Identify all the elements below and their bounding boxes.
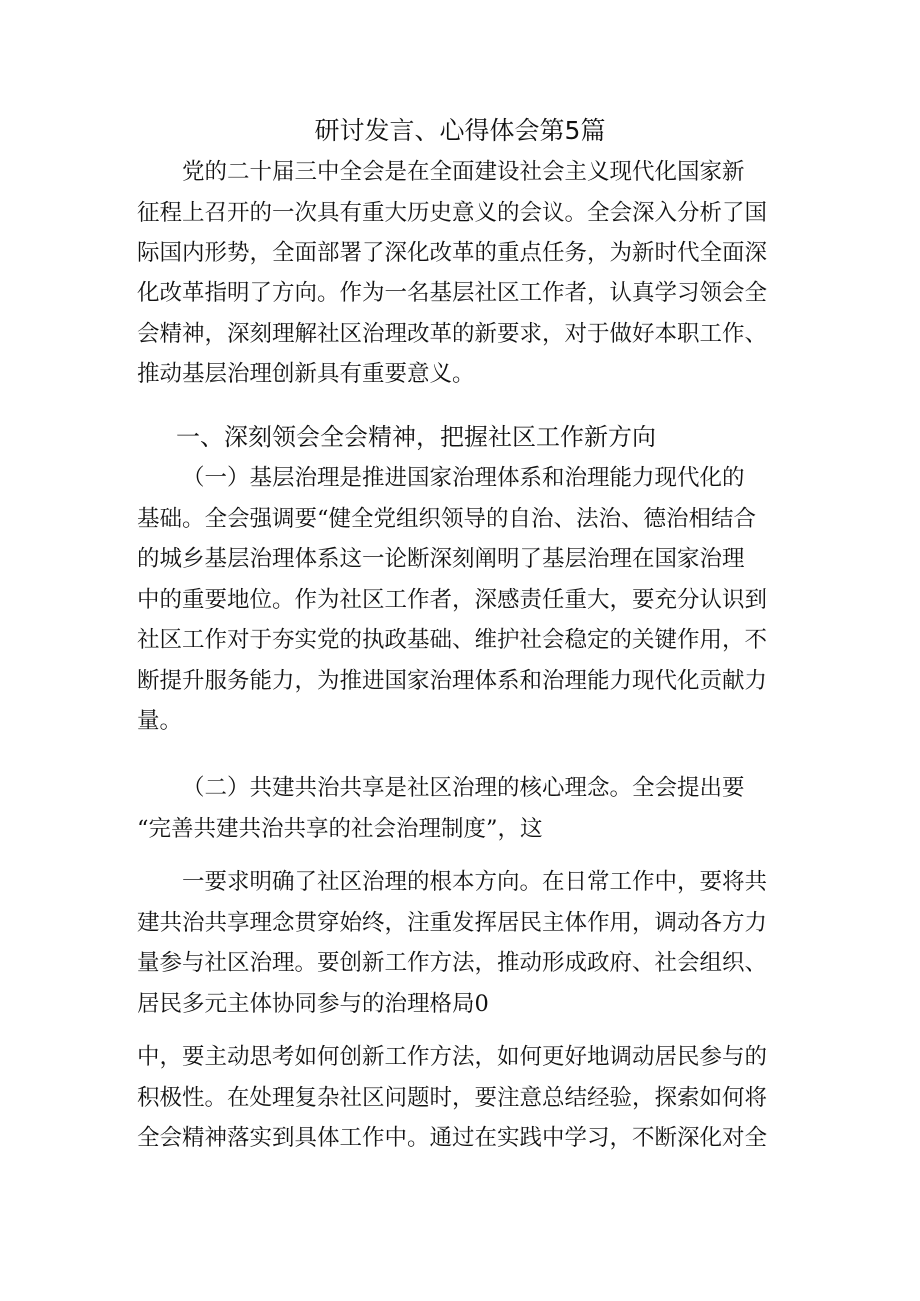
para3-line: 建共治共享理念贯穿始终，注重发挥居民主体作用，调动各方力 (137, 910, 768, 936)
intro-line: 推动基层治理创新具有重要意义。 (137, 361, 475, 387)
document-title: 研讨发言、心得体会第5篇 (314, 116, 606, 145)
point1-line: 基础。全会强调要“健全党组织领导的自治、法治、德治相结合 (137, 506, 757, 532)
point1-line: 中的重要地位。作为社区工作者，深感责任重大，要充分认识到 (137, 587, 768, 613)
point2-line: “完善共建共治共享的社会治理制度”，这 (137, 816, 543, 842)
point2-line: （二）共建共治共享是社区治理的核心理念。全会提出要 (182, 775, 745, 801)
intro-line: 党的二十届三中全会是在全面建设社会主义现代化国家新 (182, 159, 745, 185)
para4-line: 积极性。在处理复杂社区问题时，要注意总结经验，探索如何将 (137, 1085, 768, 1111)
intro-line: 化改革指明了方向。作为一名基层社区工作者，认真学习领会全 (137, 280, 768, 306)
point1-line: 量。 (137, 708, 183, 734)
point1-line: 的城乡基层治理体系这一论断深刻阐明了基层治理在国家治理 (137, 546, 745, 572)
para4-line: 中，要主动思考如何创新工作方法，如何更好地调动居民参与的 (137, 1044, 768, 1070)
point1-line: （一）基层治理是推进国家治理体系和治理能力现代化的 (182, 465, 745, 491)
point1-line: 断提升服务能力，为推进国家治理体系和治理能力现代化贡献力 (137, 668, 768, 694)
point1-line: 社区工作对于夯实党的执政基础、维护社会稳定的关键作用，不 (137, 627, 768, 653)
para3-line: 居民多元主体协同参与的治理格局0 (137, 991, 489, 1017)
para4-line: 全会精神落实到具体工作中。通过在实践中学习，不断深化对全 (137, 1125, 768, 1151)
intro-line: 际国内形势，全面部署了深化改革的重点任务，为新时代全面深 (137, 240, 768, 266)
para3-line: 量参与社区治理。要创新工作方法，推动形成政府、社会组织、 (137, 950, 768, 976)
section-heading: 一、深刻领会全会精神，把握社区工作新方向 (176, 423, 656, 451)
para3-line: 一要求明确了社区治理的根本方向。在日常工作中，要将共 (182, 869, 768, 895)
intro-line: 会精神，深刻理解社区治理改革的新要求，对于做好本职工作、 (137, 321, 768, 347)
intro-line: 征程上召开的一次具有重大历史意义的会议。全会深入分析了国 (137, 200, 768, 226)
